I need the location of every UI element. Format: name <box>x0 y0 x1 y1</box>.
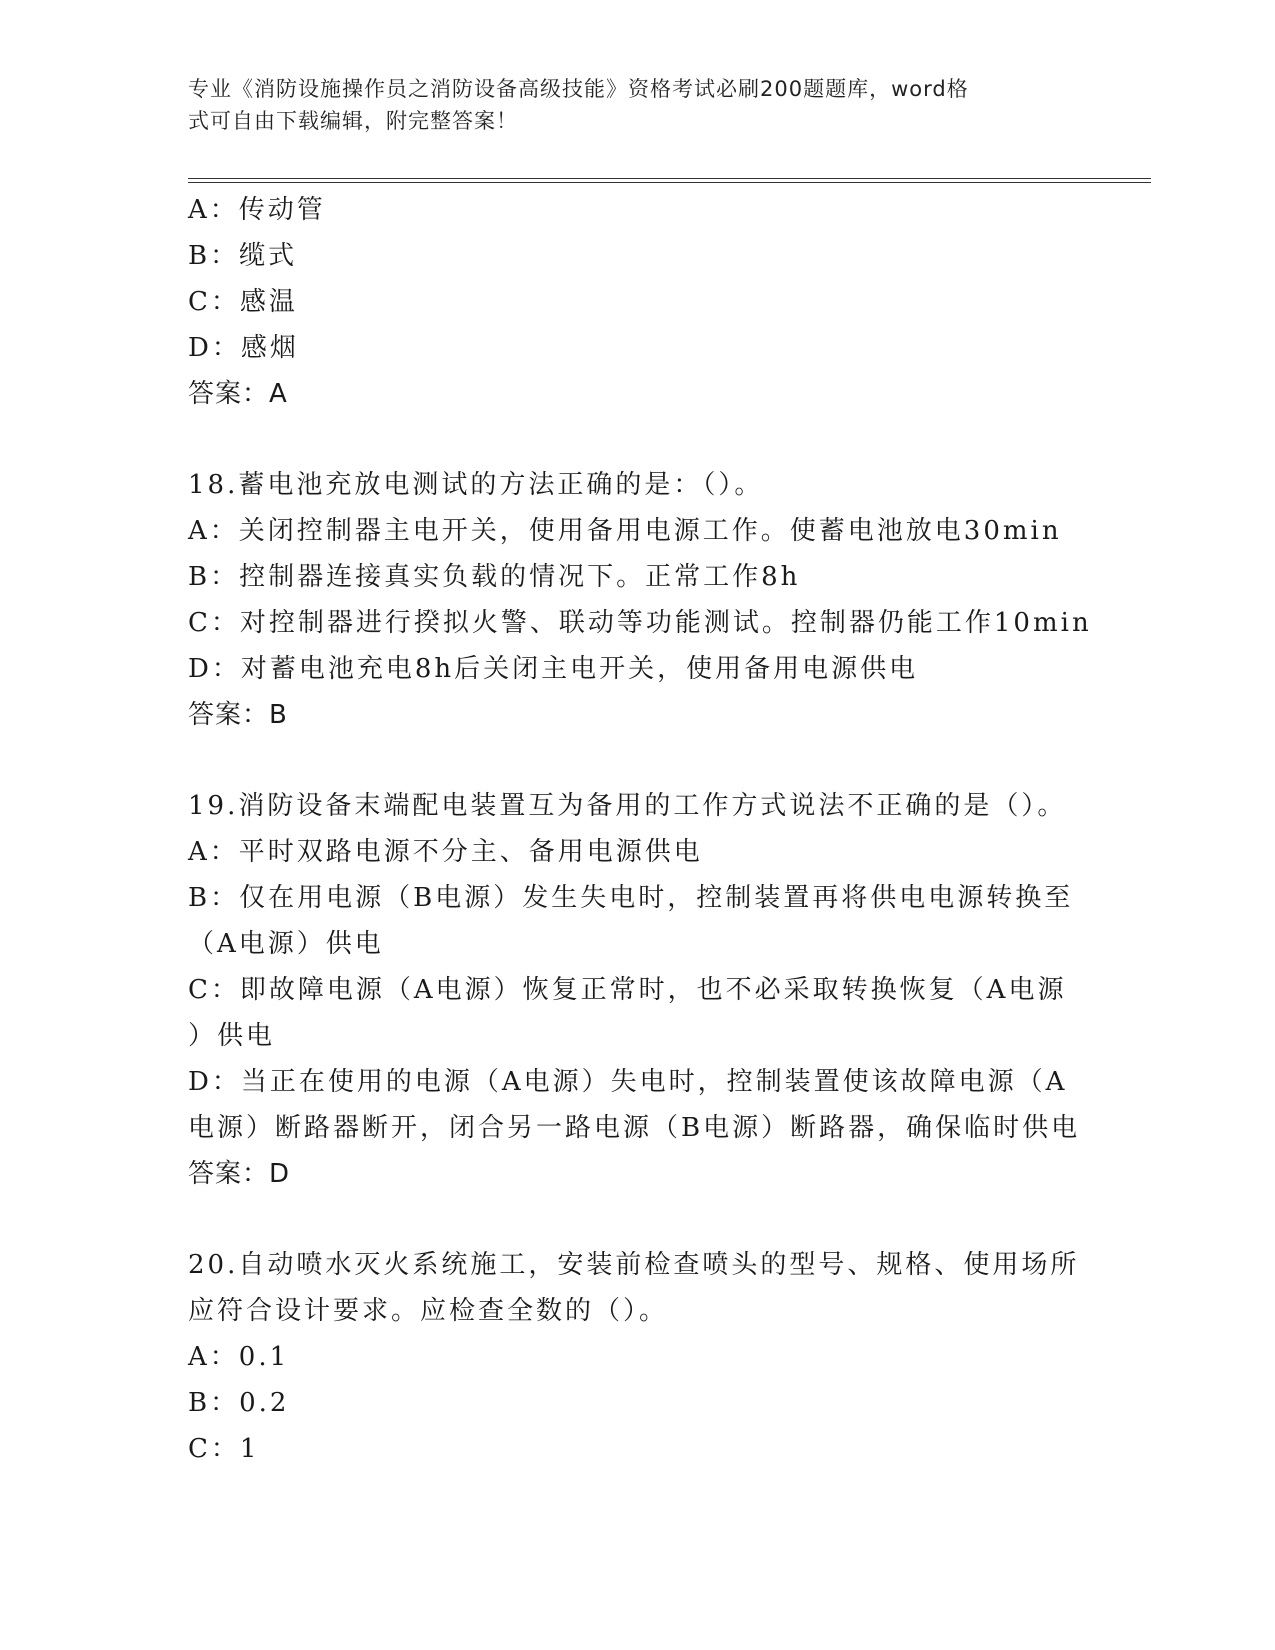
spacer <box>188 1197 1088 1242</box>
q18-question: 18.蓄电池充放电测试的方法正确的是：（）。 <box>188 470 764 500</box>
spacer <box>188 417 1088 462</box>
q19-option-c-line-2: ）供电 <box>188 1021 276 1051</box>
q19-answer: 答案：D <box>188 1159 291 1189</box>
q20-question-line-2: 应符合设计要求。应检查全数的（）。 <box>188 1296 669 1326</box>
header-line-1: 专业《消防设施操作员之消防设备高级技能》资格考试必刷200题题库，word格 <box>188 77 969 101</box>
q19-option-d-line-2: 电源）断路器断开，闭合另一路电源（B电源）断路器，确保临时供电 <box>188 1113 1081 1143</box>
q19-option-d-line-1: D：当正在使用的电源（A电源）失电时，控制装置使该故障电源（A <box>188 1067 1068 1097</box>
q18-option-d: D：对蓄电池充电8h后关闭主电开关，使用备用电源供电 <box>188 654 919 684</box>
q20-option-c: C：1 <box>188 1434 260 1464</box>
q20-question-line-1: 20.自动喷水灭火系统施工，安装前检查喷头的型号、规格、使用场所 <box>188 1250 1080 1280</box>
document-header <box>188 73 1068 137</box>
q18-option-b: B：控制器连接真实负载的情况下。正常工作8h <box>188 562 801 592</box>
q17-option-d: D：感烟 <box>188 333 299 363</box>
question-19-block <box>188 783 1088 1197</box>
q18-option-c: C：对控制器进行揆拟火警、联动等功能测试。控制器仍能工作10min <box>188 608 1092 638</box>
q17-option-b: B：缆式 <box>188 241 298 271</box>
spacer <box>188 738 1088 783</box>
q19-option-b-line-1: B：仅在用电源（B电源）发生失电时，控制装置再将供电电源转换至 <box>188 883 1074 913</box>
question-20-block <box>188 1242 1088 1472</box>
q19-option-c-line-1: C：即故障电源（A电源）恢复正常时，也不必采取转换恢复（A电源 <box>188 975 1067 1005</box>
q18-option-a: A：关闭控制器主电开关，使用备用电源工作。使蓄电池放电30min <box>188 516 1062 546</box>
q19-option-b-line-2: （A电源）供电 <box>188 929 384 959</box>
question-17-block <box>188 187 1088 417</box>
q19-question: 19.消防设备末端配电装置互为备用的工作方式说法不正确的是（）。 <box>188 791 1067 821</box>
question-18-block <box>188 462 1092 738</box>
q17-answer: 答案：A <box>188 379 288 409</box>
q17-option-c: C：感温 <box>188 287 298 317</box>
q19-option-a: A：平时双路电源不分主、备用电源供电 <box>188 837 703 867</box>
q18-answer: 答案：B <box>188 700 288 730</box>
q17-option-a: A：传动管 <box>188 195 326 225</box>
question-content <box>188 187 1092 1472</box>
header-divider-bottom <box>188 182 1151 183</box>
header-divider-top <box>188 178 1151 179</box>
q20-option-a: A：0.1 <box>188 1342 290 1372</box>
header-line-2: 式可自由下载编辑，附完整答案！ <box>188 109 518 133</box>
q20-option-b: B：0.2 <box>188 1388 290 1418</box>
